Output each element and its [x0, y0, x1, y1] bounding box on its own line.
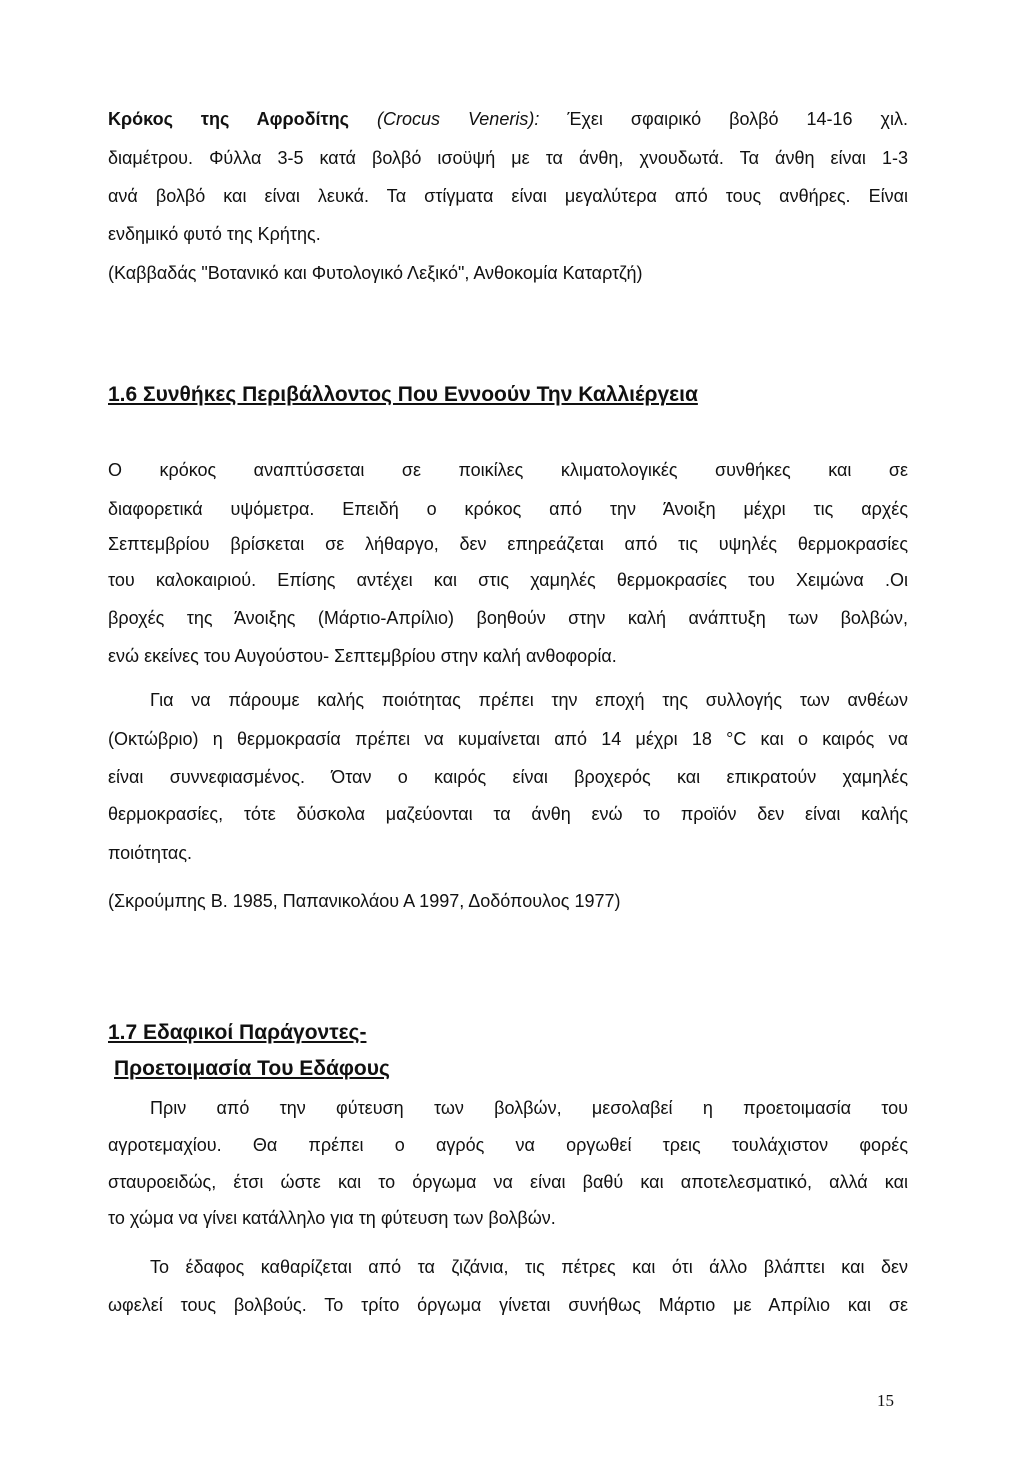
crocus-veneris-line-4: ενδημικό φυτό της Κρήτης.	[108, 224, 321, 244]
section-1-7-p1-line-2: αγροτεμαχίου. Θα πρέπει ο αγρός να οργωθεί τρεις τουλάχιστον φορές	[108, 1135, 908, 1155]
section-1-7-p1-line-3: σταυροειδώς, έτσι ώστε και το όργωμα να είναι βαθύ και αποτελεσματικό, αλλά και	[108, 1172, 908, 1192]
crocus-veneris-line-2: διαμέτρου. Φύλλα 3-5 κατά βολβό ισοϋψή με τα άνθη, χνουδωτά. Τα άνθη είναι 1-3	[108, 148, 908, 168]
crocus-veneris-citation: (Καββαδάς "Βοτανικό και Φυτολογικό Λεξικό", Ανθοκομία Καταρτζή)	[108, 263, 643, 283]
section-1-7-heading-line-1: 1.7 Εδαφικοί Παράγοντες-	[108, 1021, 367, 1044]
section-1-6-p2-line-4: θερμοκρασίες, τότε δύσκολα μαζεύονται τα άνθη ενώ το προϊόν δεν είναι καλής	[108, 804, 908, 824]
section-1-7-heading-line-2: Προετοιμασία Του Εδάφους	[114, 1057, 390, 1080]
section-1-6-p1-line-4: του καλοκαιριού. Επίσης αντέχει και στις χαμηλές θερμοκρασίες του Χειμώνα .Οι	[108, 570, 908, 590]
crocus-veneris-title: Κρόκος της Αφροδίτης	[108, 109, 349, 129]
page-number: 15	[877, 1391, 894, 1410]
section-1-6-p2-line-5: ποιότητας.	[108, 843, 192, 863]
section-1-7-p1-line-1: Πριν από την φύτευση των βολβών, μεσολαβεί η προετοιμασία του	[150, 1098, 908, 1118]
section-1-6-p1-line-3: Σεπτεμβρίου βρίσκεται σε λήθαργο, δεν επηρεάζεται από τις υψηλές θερμοκρασίες	[108, 534, 908, 554]
crocus-veneris-line-1-text: Έχει σφαιρικό βολβό 14-16 χιλ.	[567, 109, 908, 129]
section-1-6-p2-line-3: είναι συννεφιασμένος. Όταν ο καιρός είναι βροχερός και επικρατούν χαμηλές	[108, 767, 908, 787]
section-1-6-p1-line-1: Ο κρόκος αναπτύσσεται σε ποικίλες κλιματολογικές συνθήκες και σε	[108, 460, 908, 480]
section-1-6-p2-line-1: Για να πάρουμε καλής ποιότητας πρέπει την εποχή της συλλογής των ανθέων	[150, 690, 908, 710]
section-1-6-p2-line-2: (Οκτώβριο) η θερμοκρασία πρέπει να κυμαίνεται από 14 μέχρι 18 °C και ο καιρός να	[108, 729, 908, 749]
crocus-veneris-line-1	[108, 107, 908, 131]
section-1-7-p2-line-2: ωφελεί τους βολβούς. Το τρίτο όργωμα γίνεται συνήθως Μάρτιο με Απρίλιο και σε	[108, 1295, 908, 1315]
section-1-6-citation: (Σκρούμπης Β. 1985, Παπανικολάου Α 1997, Δοδόπουλος 1977)	[108, 891, 621, 911]
section-1-6-p1-line-2: διαφορετικά υψόμετρα. Επειδή ο κρόκος από την Άνοιξη μέχρι τις αρχές	[108, 499, 908, 519]
section-1-7-p1-line-4: το χώμα να γίνει κατάλληλο για τη φύτευση των βολβών.	[108, 1208, 556, 1228]
section-1-7-p2-line-1: Το έδαφος καθαρίζεται από τα ζιζάνια, τις πέτρες και ότι άλλο βλάπτει και δεν	[150, 1257, 908, 1277]
section-1-6-p1-line-6: ενώ εκείνες του Αυγούστου- Σεπτεμβρίου στην καλή ανθοφορία.	[108, 646, 617, 666]
section-1-6-p1-line-5: βροχές της Άνοιξης (Μάρτιο-Απρίλιο) βοηθούν στην καλή ανάπτυξη των βολβών,	[108, 608, 908, 628]
section-1-6-heading: 1.6 Συνθήκες Περιβάλλοντος Που Εννοούν Την Καλλιέργεια	[108, 383, 698, 406]
crocus-veneris-latin-name: (Crocus Veneris):	[376, 109, 540, 129]
crocus-veneris-line-3: ανά βολβό και είναι λευκά. Τα στίγματα είναι μεγαλύτερα από τους ανθήρες. Είναι	[108, 186, 908, 206]
